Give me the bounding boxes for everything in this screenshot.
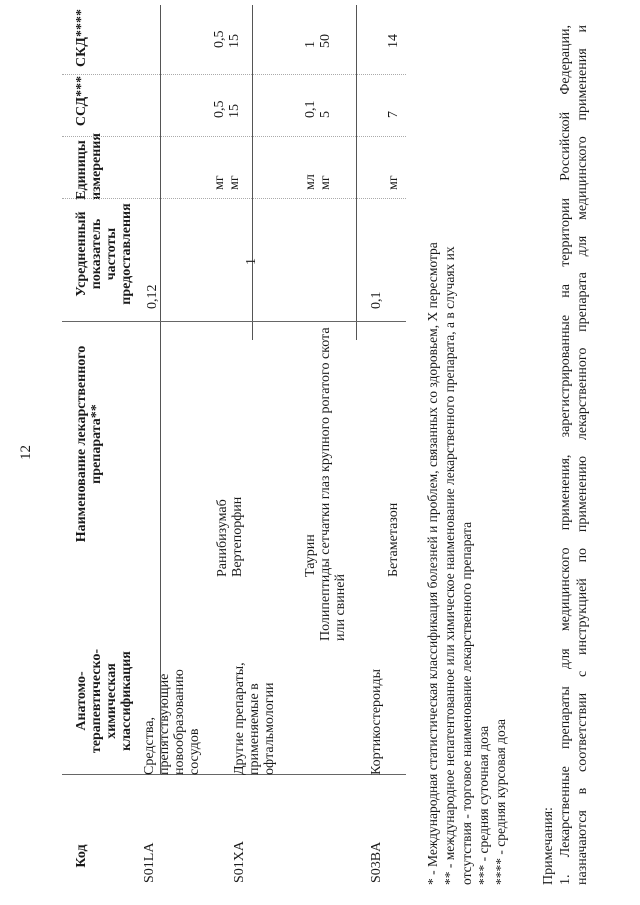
column-rule-ssd [62, 74, 406, 75]
drug-name-cell: Полипептиды сетчатки глаз крупного рогатого скота или свиней [318, 327, 348, 641]
ssd-cell: 7 [386, 111, 401, 118]
code-cell: S03BA [369, 841, 384, 883]
skd-cell: 15 [227, 34, 242, 48]
remarks-line: назначаются в соответствии с инструкцией по применению лекарственного препарата для медицинского применения и [575, 25, 590, 885]
frequency-cell: 1 [244, 258, 259, 265]
header-unit: Единицы измерения [74, 133, 104, 200]
unit-cell: мг [212, 175, 227, 190]
frequency-cell: 0,1 [369, 291, 384, 309]
frequency-cell: 0,12 [145, 284, 160, 309]
code-cell: S01XA [232, 840, 247, 883]
drug-name-cell: Вертепорфин [230, 496, 245, 577]
skd-cell: 1 [303, 41, 318, 48]
remarks-line: 1. Лекарственные препараты для медицинского применения, зарегистрированные на территории Российской Федерации, [558, 25, 573, 885]
drug-name-cell: Ранибизумаб [215, 499, 230, 577]
unit-cell: мг [386, 175, 401, 190]
footnote-line: *** - средняя суточная доза [476, 725, 491, 885]
column-rule-drug [62, 321, 406, 322]
page-number: 12 [18, 445, 34, 460]
remarks-title: Примечания: [541, 807, 556, 885]
unit-cell: мг [318, 175, 333, 190]
unit-cell: мл [303, 174, 318, 190]
column-rule-unit [62, 136, 406, 137]
footnotes [424, 242, 509, 885]
footnote-line: **** - средняя курсовая доза [493, 718, 508, 885]
footnote-line: отсутствия - торговое наименование лекарственного препарата [459, 521, 474, 885]
atc-cell: Кортикостероиды [369, 668, 384, 775]
atc-cell: Средства, препятствующие новообразованию сосудов [142, 669, 202, 775]
ssd-cell: 0,5 [212, 100, 227, 118]
column-rule-frequency [62, 198, 406, 199]
header-skd: СКД**** [74, 9, 89, 67]
header-code: Код [74, 844, 89, 868]
skd-cell: 0,5 [212, 30, 227, 48]
skd-cell: 50 [318, 34, 333, 48]
remarks [540, 25, 591, 885]
drug-name-cell: Таурин [303, 534, 318, 577]
group-rule-1 [252, 5, 253, 340]
header-frequency: Усредненный показатель частоты предоставления [74, 203, 134, 305]
header-drug: Наименование лекарственного препарата** [74, 345, 104, 543]
skd-cell: 14 [386, 34, 401, 48]
ssd-cell: 0,1 [303, 100, 318, 118]
header-ssd: ССД*** [74, 75, 89, 127]
ssd-cell: 15 [227, 104, 242, 118]
footnote-line: * - Международная статистическая классификация болезней и проблем, связанных со здоровьем, X пересмотра [425, 242, 440, 885]
header-atc: Анатомо-терапевтическо-химическая классификация [74, 648, 134, 754]
group-rule-2 [356, 5, 357, 340]
footnote-line: ** - международное непатентованное или химическое наименование лекарственного препарата, а в случаях их [442, 246, 457, 885]
unit-cell: мг [227, 175, 242, 190]
code-cell: S01LA [142, 842, 157, 883]
drug-name-cell: Бетаметазон [386, 502, 401, 577]
atc-cell: Другие препараты, применяемые в офтальмологии [232, 662, 277, 775]
ssd-cell: 5 [318, 111, 333, 118]
